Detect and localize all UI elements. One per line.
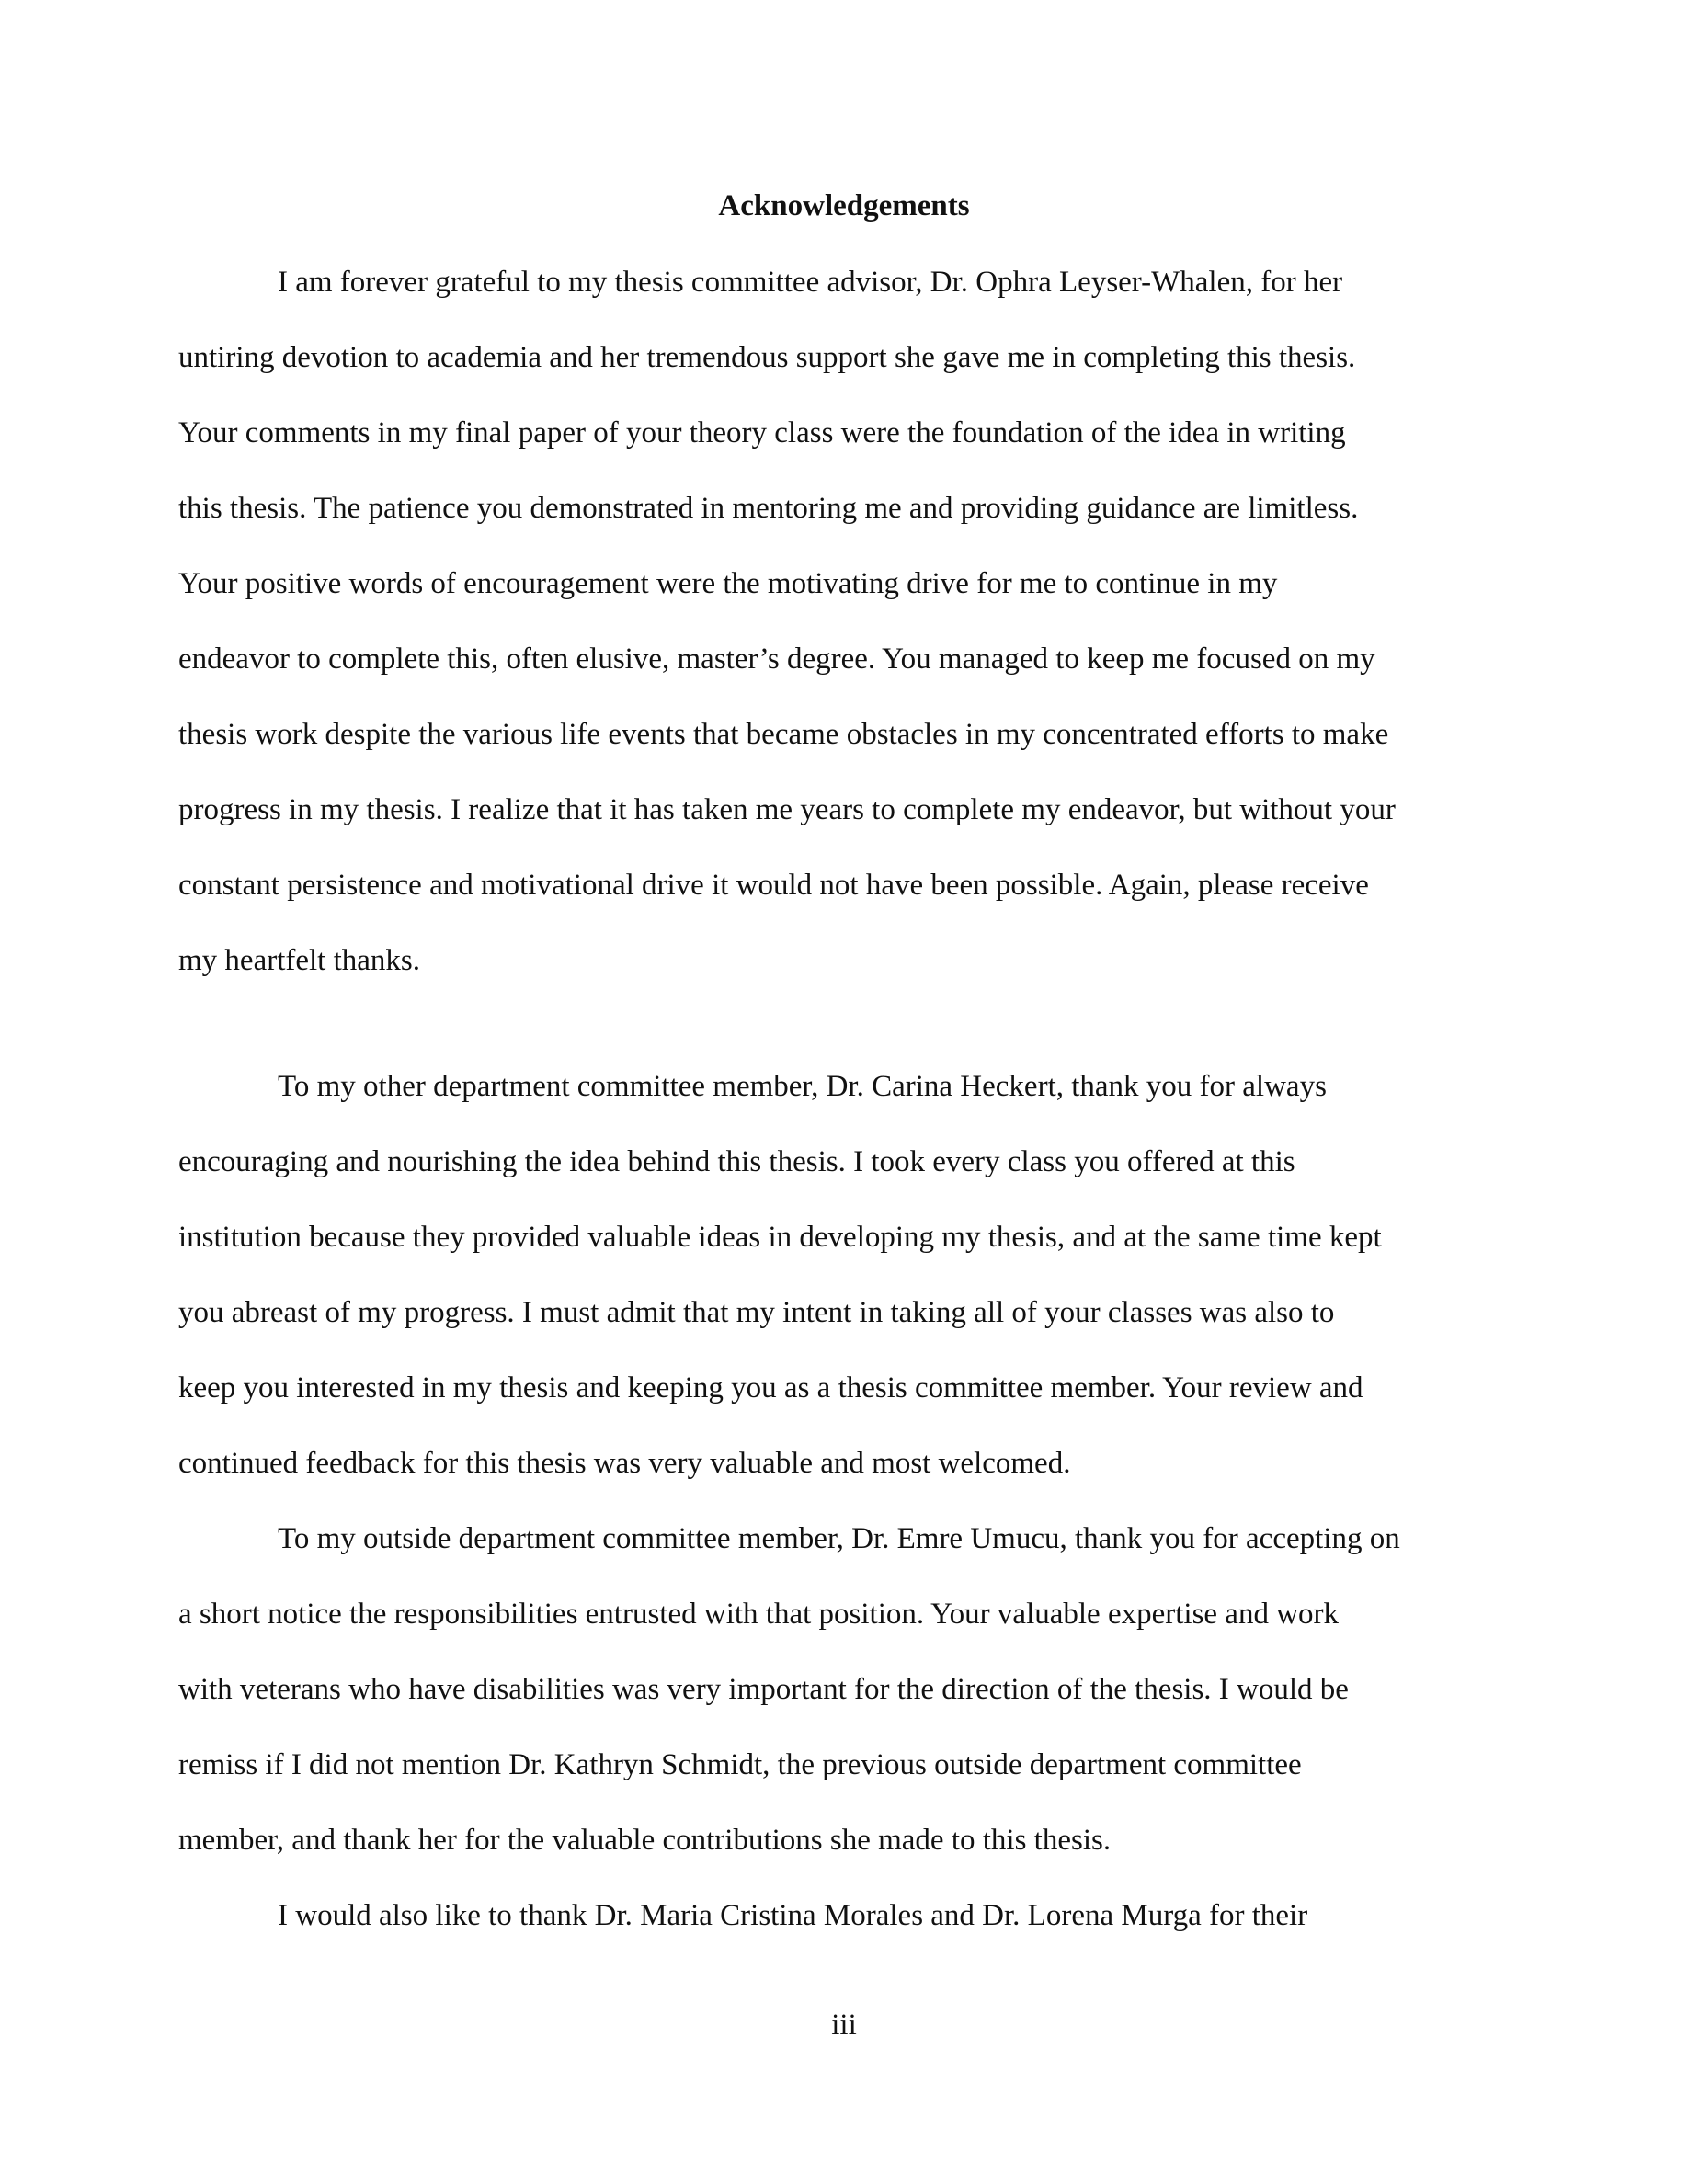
paragraph-1-line-2: untiring devotion to academia and her tremendous support she gave me in completing this thesis.: [178, 341, 1356, 374]
paragraph-1-line-9: constant persistence and motivational drive it would not have been possible. Again, please receive: [178, 869, 1369, 902]
paragraph-3-line-1: To my outside department committee member, Dr. Emre Umucu, thank you for accepting on: [278, 1522, 1400, 1555]
paragraph-1-line-3: Your comments in my final paper of your theory class were the foundation of the idea in writing: [178, 416, 1346, 449]
paragraph-2-line-2: encouraging and nourishing the idea behind this thesis. I took every class you offered at this: [178, 1145, 1295, 1178]
paragraph-1-line-7: thesis work despite the various life events that became obstacles in my concentrated efforts to make: [178, 718, 1389, 751]
paragraph-1-line-10: my heartfelt thanks.: [178, 944, 421, 977]
page-number: iii: [831, 2008, 857, 2042]
paragraph-2-line-6: continued feedback for this thesis was very valuable and most welcomed.: [178, 1447, 1071, 1480]
page-title: Acknowledgements: [718, 189, 970, 222]
paragraph-4-line-1: I would also like to thank Dr. Maria Cristina Morales and Dr. Lorena Murga for their: [278, 1899, 1308, 1932]
paragraph-3-line-4: remiss if I did not mention Dr. Kathryn Schmidt, the previous outside department committee: [178, 1748, 1302, 1781]
paragraph-2-line-1: To my other department committee member, Dr. Carina Heckert, thank you for always: [278, 1070, 1327, 1103]
paragraph-1-line-5: Your positive words of encouragement were the motivating drive for me to continue in my: [178, 567, 1278, 600]
paragraph-1-line-6: endeavor to complete this, often elusive, master’s degree. You managed to keep me focused on my: [178, 643, 1375, 676]
paragraph-1-line-1: I am forever grateful to my thesis committee advisor, Dr. Ophra Leyser-Whalen, for her: [278, 266, 1343, 299]
paragraph-3-line-3: with veterans who have disabilities was very important for the direction of the thesis. I would be: [178, 1673, 1349, 1706]
paragraph-2-line-5: keep you interested in my thesis and keeping you as a thesis committee member. Your review and: [178, 1371, 1363, 1405]
paragraph-3-line-2: a short notice the responsibilities entrusted with that position. Your valuable expertise and work: [178, 1598, 1340, 1631]
paragraph-2-line-3: institution because they provided valuable ideas in developing my thesis, and at the same time kept: [178, 1221, 1382, 1254]
paragraph-2-line-4: you abreast of my progress. I must admit that my intent in taking all of your classes was also to: [178, 1296, 1335, 1329]
paragraph-1-line-4: this thesis. The patience you demonstrated in mentoring me and providing guidance are limitless.: [178, 492, 1359, 525]
paragraph-1-line-8: progress in my thesis. I realize that it has taken me years to complete my endeavor, but without your: [178, 793, 1396, 826]
paragraph-3-line-5: member, and thank her for the valuable contributions she made to this thesis.: [178, 1824, 1112, 1857]
